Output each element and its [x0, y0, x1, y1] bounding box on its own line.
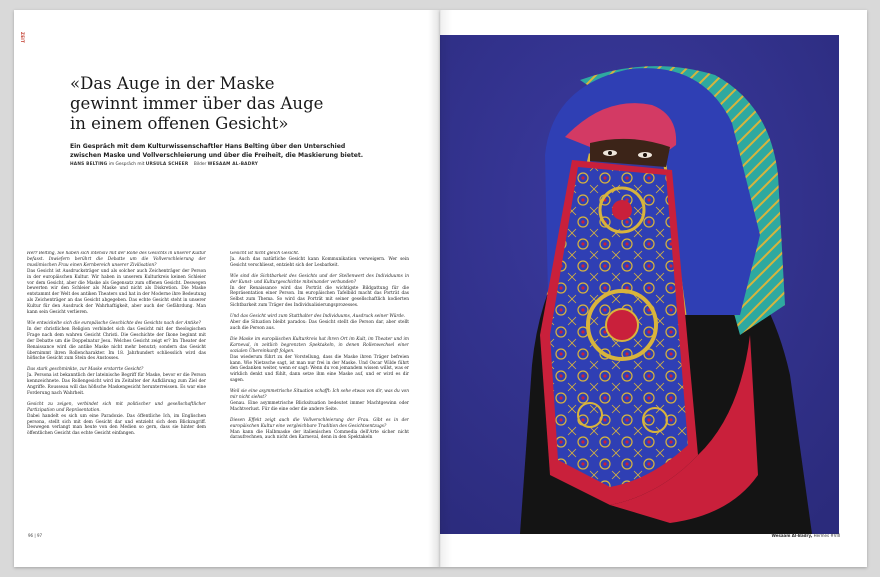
byline: [70, 162, 400, 167]
headline: [70, 74, 410, 134]
interview-answer: Man kann die Halbmaske der italienischen Commedia dell'Arte sicher nicht daraufrechnen, auch nicht den Karneval, denn in den Spektakeln: [230, 429, 409, 441]
interview-question: Wie entwickelte sich die europäische Geschichte des Gesichts nach der Antike?: [27, 320, 201, 326]
interview-answer: Das wiederum führt zu der Vorstellung, dass die Maske ihren Träger befreien kann. Wie Nietzsche sagt, ist man nur frei in der Maske. Und Oscar Wilde führt den Gedanken weiter, wenn er sagt: Wenn du von jemandem wissen willst, was er wirklich denkt und fühlt, dann setze ihm eine Maske auf, und er wird es dir sagen.: [230, 354, 409, 384]
interview-answer: In der christlichen Religion verbindet sich das Gesicht mit der theologischen Frage nach dem wahren Gesicht Christi. Die Geschichte der Ikone beginnt mit der Debatte um die Doppelnatur Jesu. Welches Gesicht zeigt er? Im Theater der Renaissance wird die antike Maske nicht mehr benutzt; sondern das Gesicht übernimmt ihren Rollencharakter. Im 18. Jahrhundert schliesslich wird das höfische Gesicht zum Stein des Anstosses.: [27, 326, 206, 362]
headline-line-1: «Das Auge in der Maske: [70, 74, 275, 93]
photo-credit-work: Hermes #VIII: [813, 533, 840, 538]
headline-line-2: gewinnt immer über das Auge: [70, 94, 324, 113]
interview-answer: Aber die Situation bleibt paradox: Das Gesicht stellt die Person dar, aber stellt auch die Person aus.: [230, 320, 409, 331]
portrait-photo: [440, 35, 839, 534]
byline-conversation: im Gespräch mit: [108, 162, 145, 167]
page-number: 96 | 97: [28, 533, 43, 538]
byline-author: HANS BELTING: [70, 162, 108, 167]
running-head: ZEIT: [20, 32, 25, 44]
article-column-left: [27, 251, 206, 534]
byline-interviewer: URSULA SCHEER: [145, 162, 189, 167]
interview-question: Diesen Effekt zeigt auch die Vollverschleierung der Frau. Gibt es in der europäischen Kultur eine vergleichbare Tradition des Gesichtsentzugs?: [230, 417, 409, 429]
interview-answer: Das Gesicht ist Ausdrucksträger und als solcher auch Zeichenträger der Person in der europäischen Kultur. Wir haben in unserem Kulturkreis keinen Schleier vor dem Gesicht, aber die Maske als Gegensatz zum offenen Gesicht. Deswegen bewerten wir den Schleier als Maske und nicht als Diskretion. Die Maske entstammt der Welt des antiken Theaters und hat in der Moderne ihre Bedeutung als Zeichenträger an das Gesicht abgegeben. Das echte Gesicht steht in unserer Kultur für den Ausdruck der Wahrhaftigkeit, aber auch der Gefährdung. Man kann sein Gesicht verlieren.: [27, 268, 206, 316]
byline-photographer: WESAAM AL-BADRY: [207, 162, 259, 167]
byline-photos-label: Bilder: [193, 162, 207, 167]
interview-question: Die Maske im europäischen Kulturkreis hat ihren Ort im Kult, im Theater und im Karneval, in zeitlich begrenzten Spektakeln, in denen Rollenwechsel einer sozialen Übereinkunft folgen.: [230, 336, 409, 354]
photo-credit-name: Wesaam Al-Badry,: [771, 533, 813, 538]
interview-question: Gesicht ist nicht gleich Gesicht.: [230, 251, 300, 256]
right-page: [440, 10, 867, 567]
interview-question: Und das Gesicht wird zum Statthalter des Individuums, Ausdruck seiner Würde.: [230, 314, 406, 320]
interview-question: Gesicht zu zeigen, verbindet sich mit politischer und gesellschaftlicher Partizipation und Repräsentation.: [27, 401, 206, 413]
interview-answer: Genau. Eine asymmetrische Blicksituation bedeutet immer Machtgewinn oder Machtverlust. Für die eine oder die andere Seite.: [230, 400, 409, 412]
lead-text: [70, 143, 400, 160]
headline-line-3: in einem offenen Gesicht»: [70, 114, 289, 133]
article-column-right: [230, 251, 409, 534]
interview-question: Das stark geschminkte, zur Maske erstarrte Gesicht?: [27, 367, 144, 373]
masked-woman-illustration: [440, 35, 839, 534]
interview-answer: Ja. Persona ist bekanntlich der lateinische Begriff für Maske, bevor er die Person kennzeichnete. Das Rollengesicht wird im Zeitalter der Aufklärung zum Ziel der Angriffe. Rousseau will das höfische Maskengesicht herunterreissen. Es war eine Forderung nach Wahrheit.: [27, 373, 206, 396]
interview-question: Weil sie eine asymmetrische Situation schafft: Ich sehe etwas von dir, was du von mir nicht siehst?: [230, 389, 409, 401]
interview-answer: In der Renaissance wird das Porträt die wichtigste Bildgattung für die Repräsentation einer Person. Im europäischen Tafelbild macht das Porträt das Selbst zum Thema. So wird das Porträt mit seiner gesellschaftlich kodierten Sichtbarkeit zum Träger des Individualisierungsprozesses.: [230, 285, 409, 309]
lead-line-2: zwischen Maske und Vollverschleierung und über die Freiheit, die Maskierung bietet.: [70, 151, 364, 159]
left-page: [14, 10, 440, 567]
interview-question: Herr Belting, Sie haben sich intensiv mit der Rolle des Gesichts in unserer Kultur befasst. Inwiefern berührt die Debatte um die Vollverschleierung der muslimischen Frau einen Kernbereich unserer Zivilisation?: [27, 251, 206, 268]
photo-caption: [771, 533, 840, 538]
interview-question: Wie sind die Sichtbarkeit des Gesichts und der Stellenwert des Individuums in der Kunst- und Kulturgeschichte miteinander verbunden?: [230, 273, 409, 285]
interview-answer: Ja. Auch das natürliche Gesicht kann Kommunikation verweigern. Wer sein Gesicht verschliesst, entzieht sich der Lesbarkeit.: [230, 256, 409, 268]
lead-line-1: Ein Gespräch mit dem Kulturwissenschaftler Hans Belting über den Unterschied: [70, 143, 346, 150]
interview-answer: Dabei handelt es sich um eine Paradoxie. Das öffentliche Ich, im Englischen persona, stellt sich mit dem Gesicht dar und entzieht sich dem Blickzugriff. Deswegen verlangt man heute von den Medien so gern, dass sie hinter dem öffentlichen Gesicht das echte Gesicht einfangen.: [27, 413, 206, 437]
